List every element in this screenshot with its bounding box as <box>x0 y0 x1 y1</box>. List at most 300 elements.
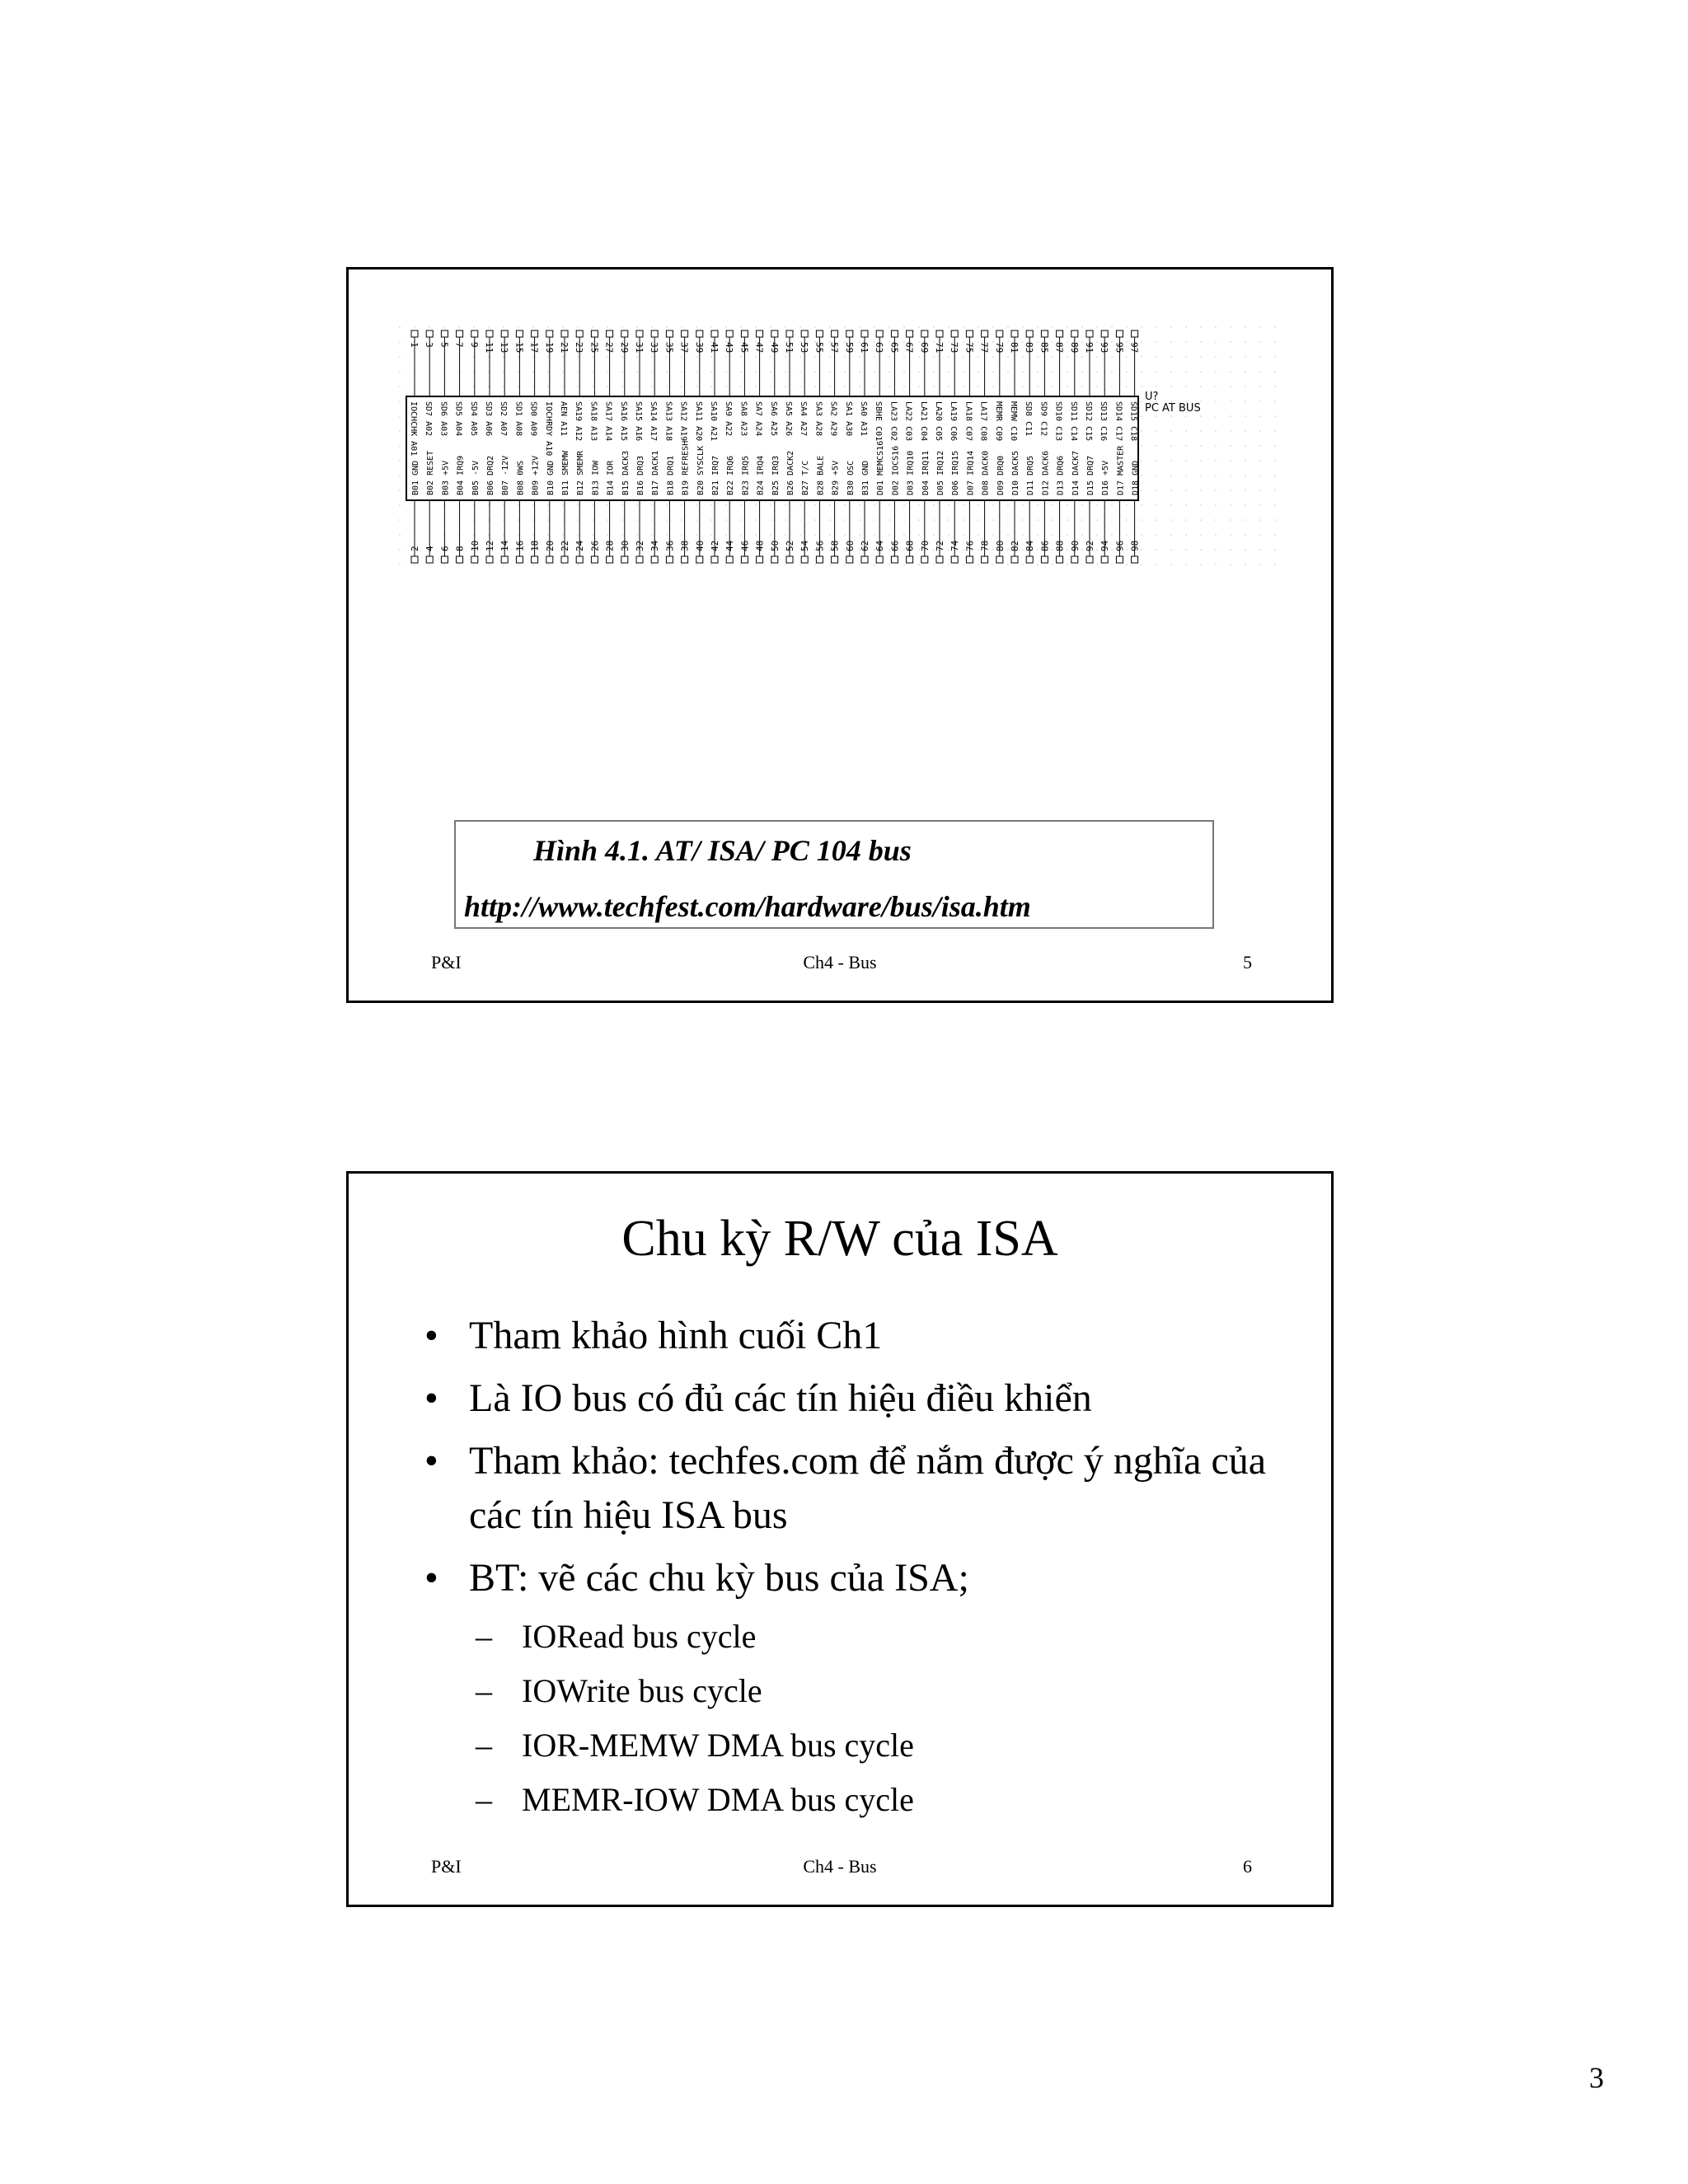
grid-dot <box>1156 490 1157 491</box>
grid-dot <box>874 564 875 565</box>
grid-dot <box>1200 371 1202 373</box>
sub-item <box>424 1722 1298 1769</box>
pin-number-bottom: 98 <box>1129 540 1141 551</box>
grid-dot <box>651 564 653 565</box>
grid-dot <box>1245 326 1246 328</box>
pin-pad-top <box>726 330 733 337</box>
grid-dot <box>399 415 401 417</box>
grid-dot <box>1067 386 1068 387</box>
pin-number-bottom: 84 <box>1025 540 1036 551</box>
pin-number-bottom: 38 <box>679 540 691 551</box>
signal-label-bottom: B24 IRQ4 <box>756 455 766 495</box>
grid-dot <box>1274 519 1276 521</box>
pin-number-bottom: 70 <box>919 540 931 551</box>
grid-dot <box>1007 519 1009 521</box>
grid-dot <box>696 504 697 506</box>
pin-pad-top <box>576 330 583 337</box>
pin-number-bottom: 50 <box>769 540 781 551</box>
pin-number-bottom: 36 <box>664 540 676 551</box>
grid-dot <box>621 564 623 565</box>
grid-dot <box>1200 326 1202 328</box>
signal-label-top: SA5 A26 <box>784 401 793 437</box>
grid-dot <box>666 386 668 387</box>
grid-dot <box>399 519 401 521</box>
grid-dot <box>1052 549 1053 551</box>
grid-dot <box>918 564 920 565</box>
pin-number-bottom: 4 <box>424 546 436 551</box>
pin-number-top: 17 <box>528 342 540 354</box>
grid-dot <box>1096 504 1098 506</box>
signal-label-bottom: D17 MASTER <box>1116 445 1126 495</box>
grid-dot <box>799 519 801 521</box>
grid-dot <box>1081 356 1083 358</box>
grid-dot <box>1141 549 1142 551</box>
grid-dot <box>547 564 549 565</box>
grid-dot <box>1067 564 1068 565</box>
pin-pad-bottom <box>682 556 688 563</box>
slide-5 <box>346 267 1334 1003</box>
grid-dot <box>621 519 623 521</box>
pin-pad-top <box>591 330 598 337</box>
grid-dot <box>1274 504 1276 506</box>
grid-dot <box>607 371 608 373</box>
grid-dot <box>785 504 786 506</box>
pin-pad-top <box>486 330 493 337</box>
grid-dot <box>948 534 950 536</box>
grid-dot <box>1052 504 1053 506</box>
pin-pad-top <box>982 330 988 337</box>
grid-dot <box>1007 504 1009 506</box>
grid-dot <box>503 326 504 328</box>
grid-dot <box>1096 356 1098 358</box>
grid-dot <box>829 504 831 506</box>
grid-dot <box>607 504 608 506</box>
signal-label-bottom: B16 DRQ3 <box>636 455 645 495</box>
pin-pad-bottom <box>921 556 928 563</box>
grid-dot <box>1274 445 1276 447</box>
pin-number-top: 61 <box>859 342 870 354</box>
pin-number-bottom: 32 <box>635 540 645 551</box>
grid-dot <box>1200 549 1202 551</box>
grid-dot <box>592 371 593 373</box>
grid-dot <box>1170 430 1172 432</box>
signal-label-bottom: B27 T/C <box>801 460 811 495</box>
pin-number-bottom: 30 <box>619 540 631 551</box>
pin-pad-top <box>1116 330 1123 337</box>
bullet-text: Tham khảo: techfes.com để nắm được ý nghĩa của các tín hiệu ISA bus <box>469 1439 1267 1537</box>
grid-dot <box>1185 504 1187 506</box>
pin-pad-bottom <box>411 556 418 563</box>
signal-label-top: SA15 A16 <box>634 401 643 442</box>
pin-number-top: 43 <box>724 342 735 354</box>
grid-dot <box>1022 386 1024 387</box>
signal-label-bottom: B17 DACK1 <box>651 450 661 495</box>
grid-dot <box>1141 564 1142 565</box>
grid-dot <box>1245 430 1246 432</box>
grid-dot <box>592 504 593 506</box>
grid-dot <box>874 519 875 521</box>
grid-dot <box>1037 519 1039 521</box>
grid-dot <box>1126 356 1128 358</box>
pin-pad-bottom <box>771 556 778 563</box>
grid-dot <box>799 534 801 536</box>
figure-source-url: http://www.techfest.com/hardware/bus/isa.htm <box>464 890 1031 923</box>
grid-dot <box>1022 371 1024 373</box>
grid-dot <box>859 356 860 358</box>
signal-label-top: SA13 A18 <box>663 401 673 442</box>
grid-dot <box>1052 341 1053 343</box>
grid-dot <box>592 326 593 328</box>
grid-dot <box>399 534 401 536</box>
signal-label-bottom: D02 IOCS16 <box>891 445 901 495</box>
grid-dot <box>1170 564 1172 565</box>
pin-pad-bottom <box>801 556 808 563</box>
grid-dot <box>829 386 831 387</box>
grid-dot <box>696 371 697 373</box>
grid-dot <box>592 519 593 521</box>
signal-label-top: SD8 C11 <box>1024 401 1034 437</box>
pin-pad-bottom <box>486 556 493 563</box>
grid-dot <box>518 371 519 373</box>
signal-label-top: SD4 A05 <box>468 401 478 437</box>
grid-dot <box>607 519 608 521</box>
grid-dot <box>1230 415 1231 417</box>
signal-label-top: LA17 C08 <box>978 401 988 442</box>
grid-dot <box>651 371 653 373</box>
grid-dot <box>1230 326 1231 328</box>
grid-dot <box>1007 341 1009 343</box>
grid-dot <box>725 356 727 358</box>
signal-label-top: SA19 A12 <box>574 401 584 442</box>
grid-dot <box>1007 356 1009 358</box>
grid-dot <box>621 504 623 506</box>
grid-dot <box>1111 564 1113 565</box>
grid-dot <box>814 534 816 536</box>
pin-pad-bottom <box>426 556 433 563</box>
grid-dot <box>1230 475 1231 476</box>
grid-dot <box>1126 549 1128 551</box>
grid-dot <box>1096 549 1098 551</box>
signal-label-bottom: D03 IRQ10 <box>906 450 916 495</box>
grid-dot <box>799 386 801 387</box>
grid-dot <box>992 504 994 506</box>
grid-dot <box>681 504 682 506</box>
pin-number-bottom: 52 <box>785 540 795 551</box>
grid-dot <box>1037 386 1039 387</box>
grid-dot <box>1141 490 1142 491</box>
grid-dot <box>903 386 905 387</box>
grid-dot <box>978 386 979 387</box>
grid-dot <box>562 534 564 536</box>
grid-dot <box>666 504 668 506</box>
signal-label-bottom: D05 IRQ12 <box>936 450 945 495</box>
grid-dot <box>799 504 801 506</box>
bullet-item <box>424 1434 1298 1543</box>
pin-number-bottom: 94 <box>1100 540 1111 551</box>
grid-dot <box>1111 326 1113 328</box>
grid-dot <box>607 564 608 565</box>
grid-dot <box>1200 534 1202 536</box>
grid-dot <box>1274 356 1276 358</box>
grid-dot <box>1274 564 1276 565</box>
grid-dot <box>696 534 697 536</box>
grid-dot <box>1170 415 1172 417</box>
pin-pad-top <box>516 330 523 337</box>
footer-center: Ch4 - Bus <box>803 1856 877 1877</box>
signal-label-top: LA23 C02 <box>889 401 898 442</box>
grid-dot <box>651 326 653 328</box>
sub-item-marker: – <box>476 1727 492 1764</box>
grid-dot <box>1111 534 1113 536</box>
grid-dot <box>1156 564 1157 565</box>
pin-pad-bottom <box>1116 556 1123 563</box>
pin-number-top: 85 <box>1039 342 1050 354</box>
grid-dot <box>978 371 979 373</box>
grid-dot <box>725 386 727 387</box>
footer-center: Ch4 - Bus <box>803 952 877 972</box>
pin-number-bottom: 28 <box>604 540 616 551</box>
grid-dot <box>532 326 534 328</box>
signal-label-top: IOCHCHK A01 <box>409 401 418 457</box>
grid-dot <box>903 326 905 328</box>
grid-dot <box>1259 549 1261 551</box>
pin-number-top: 29 <box>618 342 630 354</box>
grid-dot <box>577 371 579 373</box>
pin-number-bottom: 58 <box>829 540 841 551</box>
grid-dot <box>1215 401 1217 402</box>
grid-dot <box>503 504 504 506</box>
pin-pad-top <box>907 330 913 337</box>
pin-pad-bottom <box>1071 556 1078 563</box>
pin-pad-top <box>711 330 718 337</box>
isa-connector-schematic <box>396 324 1283 571</box>
grid-dot <box>577 504 579 506</box>
grid-dot <box>1230 549 1231 551</box>
pin-number-top: 13 <box>499 342 510 354</box>
grid-dot <box>1259 326 1261 328</box>
pin-pad-bottom <box>741 556 748 563</box>
grid-dot <box>1185 430 1187 432</box>
pin-pad-top <box>666 330 673 337</box>
grid-dot <box>1037 549 1039 551</box>
slide-number: 5 <box>1243 952 1252 972</box>
grid-dot <box>607 356 608 358</box>
pin-pad-bottom <box>607 556 613 563</box>
grid-dot <box>785 534 786 536</box>
grid-dot <box>785 519 786 521</box>
pin-number-top: 19 <box>543 342 555 354</box>
grid-dot <box>592 356 593 358</box>
grid-dot <box>1067 371 1068 373</box>
grid-dot <box>874 371 875 373</box>
grid-dot <box>933 519 935 521</box>
grid-dot <box>399 371 401 373</box>
grid-dot <box>547 504 549 506</box>
grid-dot <box>992 371 994 373</box>
grid-dot <box>518 519 519 521</box>
grid-dot <box>1200 460 1202 462</box>
grid-dot <box>636 534 638 536</box>
pin-pad-top <box>621 330 628 337</box>
grid-dot <box>1037 371 1039 373</box>
grid-dot <box>1274 371 1276 373</box>
grid-dot <box>1156 415 1157 417</box>
grid-dot <box>1274 475 1276 476</box>
grid-dot <box>577 519 579 521</box>
grid-dot <box>1022 356 1024 358</box>
pin-number-bottom: 68 <box>904 540 916 551</box>
grid-dot <box>1215 356 1217 358</box>
signal-label-bottom: B23 IRQ5 <box>741 455 751 495</box>
signal-label-bottom: D01 MEMCS16 <box>876 440 886 495</box>
grid-dot <box>1141 445 1142 447</box>
pin-number-top: 51 <box>784 342 795 354</box>
bullet-text: Là IO bus có đủ các tín hiệu điều khiển <box>469 1376 1092 1420</box>
signal-label-bottom: B14 IOR <box>606 460 616 495</box>
grid-dot <box>651 519 653 521</box>
grid-dot <box>1037 534 1039 536</box>
grid-dot <box>948 519 950 521</box>
grid-dot <box>399 326 401 328</box>
grid-dot <box>1126 326 1128 328</box>
bullet-text: BT: vẽ các chu kỳ bus của ISA; <box>469 1556 969 1600</box>
signal-label-top: SA10 A21 <box>709 401 718 442</box>
pin-pad-top <box>996 330 1003 337</box>
grid-dot <box>621 534 623 536</box>
grid-dot <box>1052 519 1053 521</box>
signal-label-bottom: D04 IRQ11 <box>921 450 931 495</box>
signal-label-bottom: B31 GND <box>861 460 870 495</box>
grid-dot <box>844 519 846 521</box>
grid-dot <box>1096 386 1098 387</box>
pin-number-bottom: 24 <box>574 540 586 551</box>
grid-dot <box>814 356 816 358</box>
grid-dot <box>933 356 935 358</box>
signal-label-top: LA21 C04 <box>918 401 928 442</box>
pin-pad-top <box>741 330 748 337</box>
grid-dot <box>978 534 979 536</box>
signal-label-top: SD3 A06 <box>484 401 493 437</box>
grid-dot <box>399 356 401 358</box>
pin-pad-top <box>471 330 478 337</box>
pin-pad-top <box>876 330 883 337</box>
pin-pad-top <box>1101 330 1108 337</box>
pin-pad-top <box>966 330 973 337</box>
grid-dot <box>1111 504 1113 506</box>
grid-dot <box>740 371 742 373</box>
pin-number-bottom: 54 <box>799 540 811 551</box>
pin-pad-top <box>607 330 613 337</box>
grid-dot <box>1185 386 1187 387</box>
grid-dot <box>1245 445 1246 447</box>
signal-label-top: SA16 A15 <box>618 401 628 442</box>
grid-dot <box>1126 534 1128 536</box>
grid-dot <box>1185 341 1187 343</box>
grid-dot <box>1230 564 1231 565</box>
signal-label-bottom: B09 +12V <box>531 455 541 495</box>
grid-dot <box>1215 341 1217 343</box>
pin-number-top: 27 <box>603 342 615 354</box>
grid-dot <box>948 371 950 373</box>
grid-dot <box>1007 386 1009 387</box>
pin-pad-bottom <box>696 556 703 563</box>
pin-pad-top <box>861 330 868 337</box>
grid-dot <box>1245 371 1246 373</box>
grid-dot <box>1037 564 1039 565</box>
pin-pad-bottom <box>846 556 853 563</box>
pin-number-bottom: 14 <box>499 540 511 551</box>
grid-dot <box>844 534 846 536</box>
signal-label-bottom: B15 DACK3 <box>621 450 631 495</box>
grid-dot <box>1215 504 1217 506</box>
pin-number-top: 45 <box>738 342 750 354</box>
grid-dot <box>399 490 401 491</box>
signal-label-bottom: B19 REFRESH <box>681 440 691 495</box>
grid-dot <box>696 564 697 565</box>
grid-dot <box>429 326 430 328</box>
pin-pad-bottom <box>726 556 733 563</box>
slide-6 <box>346 1171 1334 1907</box>
signal-label-bottom: D06 IRQ15 <box>951 450 961 495</box>
grid-dot <box>592 564 593 565</box>
grid-dot <box>918 326 920 328</box>
signal-label-bottom: D14 DACK7 <box>1071 450 1081 495</box>
grid-dot <box>814 504 816 506</box>
sub-item-text: IOR-MEMW DMA bus cycle <box>522 1727 914 1764</box>
grid-dot <box>1259 519 1261 521</box>
grid-dot <box>1170 445 1172 447</box>
signal-label-bottom: B07 -12V <box>501 455 511 495</box>
grid-dot <box>814 386 816 387</box>
pin-number-top: 33 <box>649 342 660 354</box>
pin-number-bottom: 60 <box>844 540 856 551</box>
grid-dot <box>903 356 905 358</box>
grid-dot <box>1126 504 1128 506</box>
grid-dot <box>518 534 519 536</box>
grid-dot <box>740 386 742 387</box>
pin-number-bottom: 72 <box>935 540 945 551</box>
grid-dot <box>1200 386 1202 387</box>
grid-dot <box>666 356 668 358</box>
pin-number-top: 73 <box>949 342 960 354</box>
grid-dot <box>621 371 623 373</box>
grid-dot <box>799 326 801 328</box>
signal-label-top: SD15 C18 <box>1128 401 1138 442</box>
signal-label-bottom: B18 DRQ1 <box>666 455 676 495</box>
grid-dot <box>755 534 757 536</box>
pin-pad-bottom <box>501 556 508 563</box>
grid-dot <box>696 519 697 521</box>
signal-label-bottom: B10 GND <box>546 460 556 495</box>
pin-pad-top <box>786 330 793 337</box>
grid-dot <box>829 356 831 358</box>
grid-dot <box>933 326 935 328</box>
pin-pad-top <box>457 330 463 337</box>
grid-dot <box>1141 386 1142 387</box>
grid-dot <box>978 356 979 358</box>
grid-dot <box>933 386 935 387</box>
grid-dot <box>1230 341 1231 343</box>
grid-dot <box>488 326 490 328</box>
grid-dot <box>933 371 935 373</box>
grid-dot <box>874 356 875 358</box>
grid-dot <box>740 504 742 506</box>
grid-dot <box>918 356 920 358</box>
pin-number-bottom: 78 <box>979 540 991 551</box>
signal-label-bottom: B25 IRQ3 <box>771 455 781 495</box>
grid-dot <box>414 564 415 565</box>
pin-pad-bottom <box>516 556 523 563</box>
